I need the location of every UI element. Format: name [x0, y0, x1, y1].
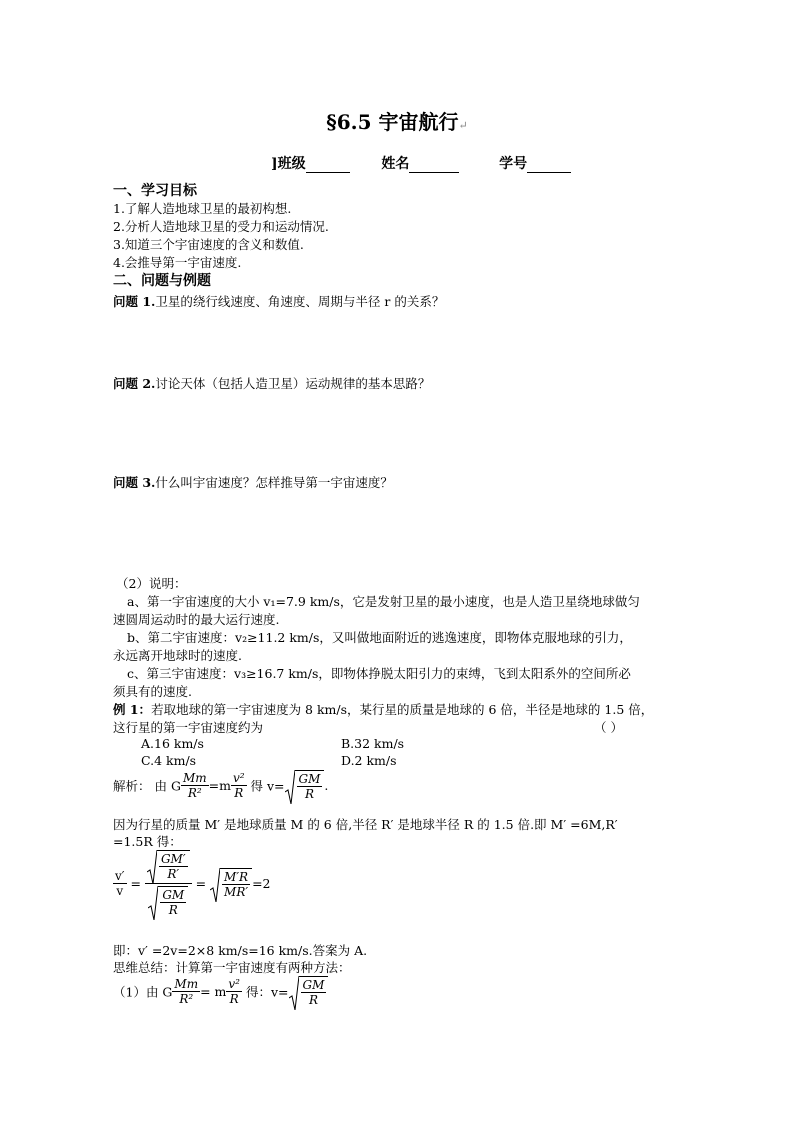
section2-heading: 二、问题与例题	[113, 273, 211, 289]
objective-item: 3.知道三个宇宙速度的含义和数值.	[113, 237, 304, 252]
solution-line5: 思维总结：计算第一宇宙速度有两种方法：	[113, 960, 351, 975]
page-title: §6.5 宇宙航行↵	[326, 110, 468, 134]
explain-a-line2: 速圆周运动时的最大运行速度.	[113, 612, 280, 627]
fraction-v2-R: $\frac{\text{v²}}{R}$	[228, 977, 240, 1006]
fraction-sqrt-ratio: $\frac{\frac{GM'}{R'}}{\frac{GM}{R}}$	[145, 850, 192, 917]
solution-line4: 即：v′ =2v=2×8 km/s=16 km/s.答案为 A.	[113, 943, 368, 958]
explain-heading: （2）说明：	[116, 576, 187, 591]
fraction-vp-v: $\frac{v'}{v}$	[115, 869, 125, 898]
fraction-Mm-R2: $\frac{Mm}{\text{R²}}$	[174, 977, 199, 1006]
class-label: 班级	[277, 156, 306, 172]
name-blank[interactable]	[409, 158, 459, 173]
option-b: B.32 km/s	[341, 736, 405, 751]
number-label: 学号	[499, 156, 528, 172]
example-1: 例 1：若取地球的第一宇宙速度为 8 km/s，某行星的质量是地球的 6 倍，半径是地球的 1.5 倍，	[113, 702, 654, 717]
option-a: A.16 km/s	[141, 736, 204, 751]
solution-formula-1: 解析： 由 G $\frac{Mm}{\text{R²}}$ =m $\frac{\text{v²}}{R}$ 得 v= $\frac{GM}{R}$ .	[113, 770, 328, 801]
method-1-formula: （1）由 G $\frac{Mm}{\text{R²}}$ = m $\frac{\text{v²}}{R}$ 得：v= $\frac{GM}{R}$	[113, 976, 328, 1007]
section1-heading: 一、学习目标	[113, 183, 197, 199]
objective-item: 2.分析人造地球卫星的受力和运动情况.	[113, 219, 329, 234]
option-d: D.2 km/s	[341, 753, 397, 768]
solution-line2: 因为行星的质量 M′ 是地球质量 M 的 6 倍,半径 R′ 是地球半径 R 的 1.5 倍.即 M′ =6M,R′	[113, 817, 618, 832]
example-1-line2: 这行星的第一宇宙速度约为	[113, 720, 264, 735]
sqrt-GM-R: $\frac{GM}{R}$	[289, 976, 329, 1007]
ratio-equation: $\frac{v'}{v}$ = $\frac{\frac{GM'}{R'}}{\frac{GM}{R}}$ = $\frac{M'R}{MR'}$ =2	[113, 850, 271, 917]
answer-paren: （ ）	[594, 720, 623, 735]
number-blank[interactable]	[527, 158, 571, 173]
explain-b-line2: 永远离开地球时的速度.	[113, 648, 242, 663]
info-prefix: ]	[271, 156, 278, 172]
objective-item: 4.会推导第一宇宙速度.	[113, 255, 242, 270]
explain-c-line2: 须具有的速度.	[113, 684, 192, 699]
option-c: C.4 km/s	[141, 753, 197, 768]
sqrt-MpR-MRp: $\frac{M'R}{MR'}$	[210, 868, 252, 899]
explain-a-line1: a、第一宇宙速度的大小 v₁=7.9 km/s，它是发射卫星的最小速度，也是人造卫星绕地球做匀	[127, 594, 640, 609]
name-label: 姓名	[381, 156, 410, 172]
sqrt-GM-R: $\frac{GM}{R}$	[285, 770, 325, 801]
return-mark: ↵	[458, 119, 468, 132]
fraction-Mm-R2: $\frac{Mm}{\text{R²}}$	[182, 771, 207, 800]
student-info-line	[271, 153, 571, 173]
explain-b-line1: b、第二宇宙速度：v₂≥11.2 km/s，又叫做地面附近的逃逸速度，即物体克服地球的引力，	[127, 630, 632, 645]
solution-line3: =1.5R 得：	[113, 834, 182, 849]
question-1: 问题 1.卫星的绕行线速度、角速度、周期与半径 r 的关系？	[113, 294, 445, 309]
fraction-v2-R: $\frac{\text{v²}}{R}$	[232, 771, 245, 800]
question-2: 问题 2.讨论天体（包括人造卫星）运动规律的基本思路？	[113, 376, 431, 391]
class-blank[interactable]	[306, 158, 350, 173]
explain-c-line1: c、第三宇宙速度：v₃≥16.7 km/s，即物体挣脱太阳引力的束缚，飞到太阳系外的空间所必	[127, 666, 631, 681]
objective-item: 1.了解人造地球卫星的最初构想.	[113, 201, 292, 216]
question-3: 问题 3.什么叫宇宙速度？怎样推导第一宇宙速度？	[113, 475, 393, 490]
